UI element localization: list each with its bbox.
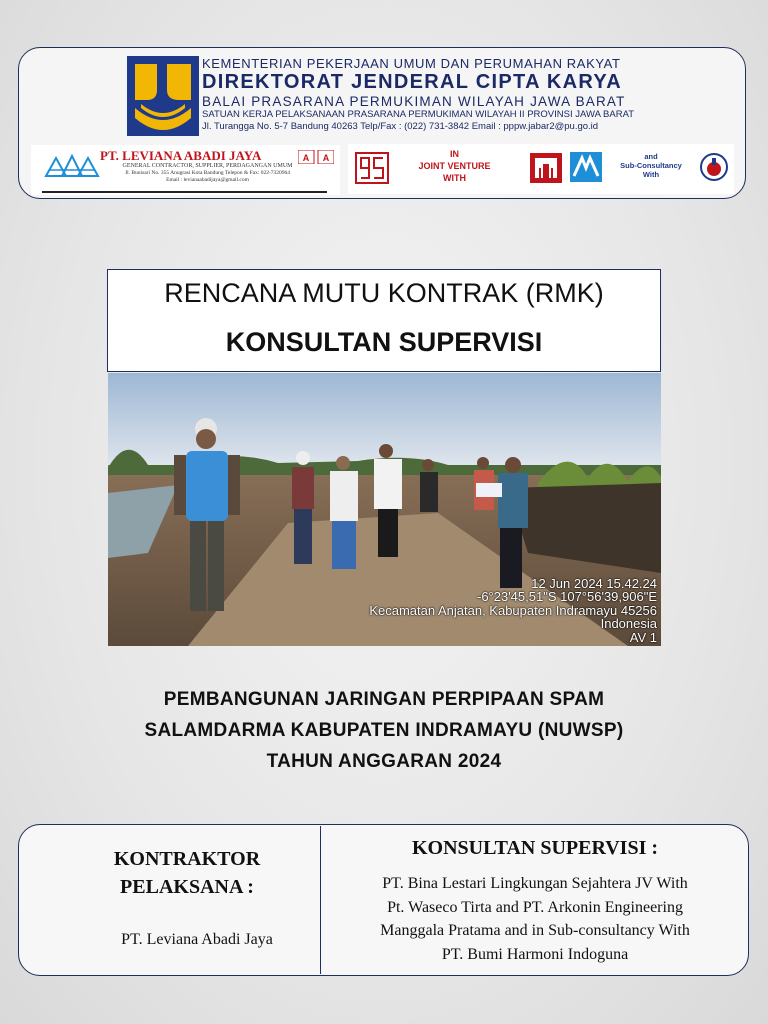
supervisor-line-3: Manggala Pratama and in Sub-consultancy With [380,922,690,939]
contractor-desc: GENERAL CONTRACTOR, SUPPLIER, PERDAGANGAN UMUM [122,163,293,169]
svg-text:A: A [322,153,330,163]
joint-venture-label [407,148,502,184]
photo-datetime: 12 Jun 2024 15.42.24 [531,575,657,591]
supervisor-label: KONSULTAN SUPERVISI : [411,837,659,859]
document-subtitle: KONSULTAN SUPERVISI [225,327,543,357]
contractor-address: Jl. Bunisari No. 355 Anugrasi Kota Bandung Telepon & Fax: 022-7320964 [124,170,291,176]
waseco-logo-icon [529,152,563,184]
contractor-label-line-1: KONTRAKTOR [113,848,261,870]
photo-country: Indonesia [600,616,657,631]
certification-badge-icon [298,150,334,164]
supervisor-line-4: PT. Bumi Harmoni Indoguna [441,945,629,963]
leviana-logo-icon [44,152,100,178]
project-line-1: PEMBANGUNAN JARINGAN PERPIPAAN SPAM [163,689,605,710]
contractor-label-line-2: PELAKSANA : [120,876,254,898]
supervisor-line-2: Pt. Waseco Tirta and PT. Arkonin Engineering [387,898,683,916]
contractor-underline [42,191,327,193]
directorate-name: DIREKTORAT JENDERAL CIPTA KARYA [202,71,622,93]
sub-text: Sub-Consultancy [620,161,682,170]
project-line-2: SALAMDARMA KABUPATEN INDRAMAYU (NUWSP) [144,720,624,741]
contractor-name: PT. Leviana Abadi Jaya [121,931,273,948]
svg-text:A: A [302,153,310,163]
ministry-name: KEMENTERIAN PEKERJAAN UMUM DAN PERUMAHAN RAKYAT [202,56,621,71]
supervisor-line-1: PT. Bina Lestari Lingkungan Sejahtera JV With [382,875,688,892]
contractor-label [70,845,304,901]
supervisor-names [330,872,740,966]
photo-coordinates: -6°23'45,51"S 107°56'39,906"E [476,589,657,604]
jv-in: IN [450,149,459,159]
balai-name: BALAI PRASARANA PERMUKIMAN WILAYAH JAWA BARAT [202,94,626,109]
ministry-address: Jl. Turangga No. 5-7 Bandung 40263 Telp/Fax : (022) 731-3842 Email : pppw.jabar2@pu.go.id [202,121,599,132]
arkonin-logo-icon [570,152,602,182]
jv-text: JOINT VENTURE [418,161,491,171]
document-title-box [107,269,661,372]
photo-timestamp-overlay [369,577,657,645]
parties-divider [320,826,321,974]
jv-with: WITH [443,173,466,183]
pu-logo-icon [127,56,199,136]
sub-consultancy-label [608,152,694,179]
bina-lestari-logo-icon [355,152,389,184]
project-title [0,684,768,777]
satker-name: SATUAN KERJA PELAKSANAAN PRASARANA PERMUKIMAN WILAYAH II PROVINSI JAWA BARAT [202,109,634,120]
contractor-brand-name: PT. LEVIANA ABADI JAYA [100,148,262,163]
photo-location: Kecamatan Anjatan, Kabupaten Indramayu 45256 [369,602,657,618]
photo-tag: AV 1 [629,629,657,645]
sub-and: and [644,152,658,161]
ministry-letterhead [202,56,636,133]
sub-with: With [642,170,660,179]
document-title: RENCANA MUTU KONTRAK (RMK) [164,278,604,308]
project-line-3: TAHUN ANGGARAN 2024 [266,751,502,772]
site-photo [108,373,661,646]
bumi-harmoni-logo-icon [698,152,730,182]
contractor-details [100,163,315,184]
contractor-email: Email : levianaabadijaya@gmail.com [166,177,249,183]
